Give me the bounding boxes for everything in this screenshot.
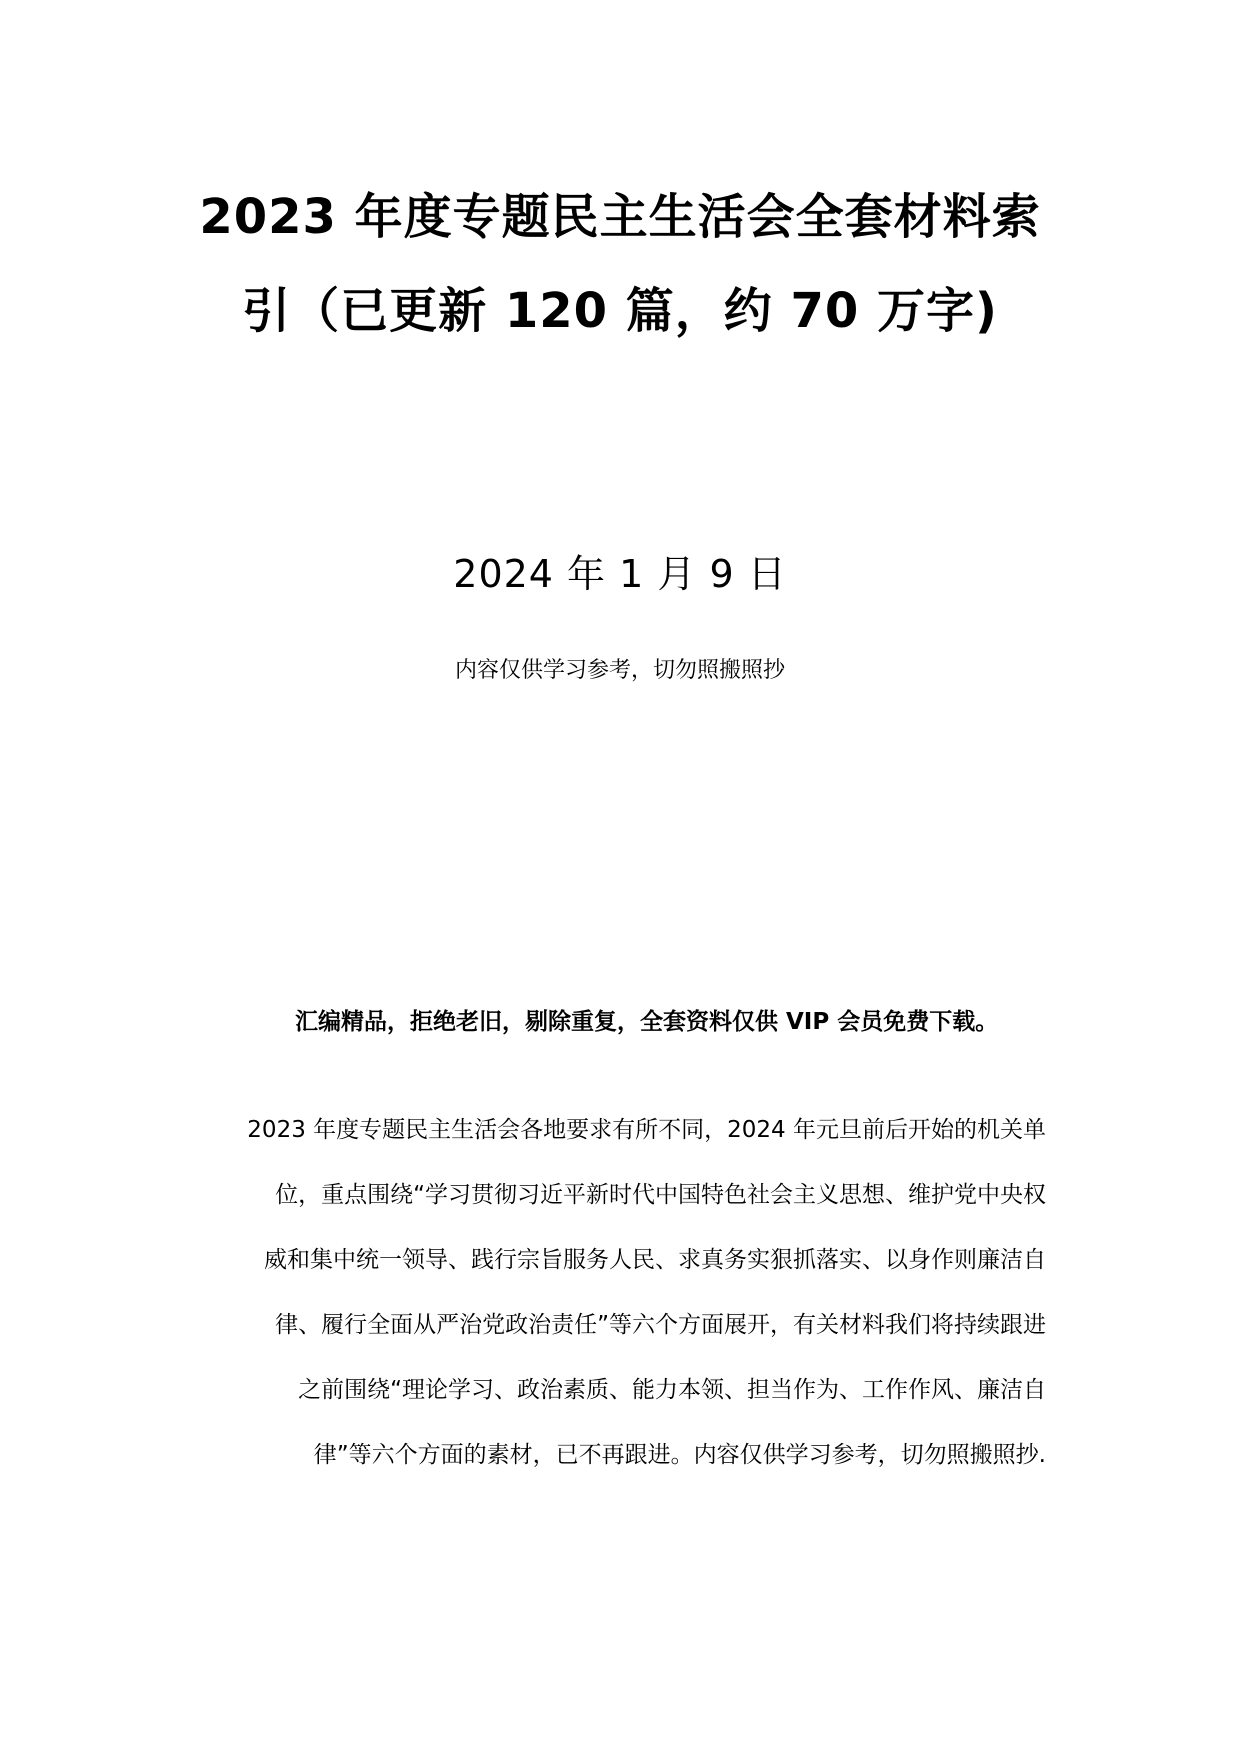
usage-notice: 内容仅供学习参考，切勿照搬照抄 — [454, 658, 785, 683]
title-line-2: 引（已更新 120 篇，约 70 万字) — [242, 283, 998, 339]
document-date: 2024 年 1 月 9 日 — [453, 552, 787, 596]
paragraph-line-5: 之前围绕“理论学习、政治素质、能力本领、担当作为、工作作风、廉洁自 — [298, 1377, 1046, 1403]
document-title — [180, 170, 1060, 358]
paragraph-line-4: 律、履行全面从严治党政治责任”等六个方面展开，有关材料我们将持续跟进 — [275, 1312, 1046, 1338]
title-line-1: 2023 年度专题民主生活会全套材料索 — [199, 189, 1041, 245]
paragraph-line-6: 律”等六个方面的素材，已不再跟进。内容仅供学习参考，切勿照搬照抄. — [313, 1442, 1046, 1468]
paragraph-line-2: 位，重点围绕“学习贯彻习近平新时代中国特色社会主义思想、维护党中央权 — [275, 1182, 1046, 1208]
intro-paragraph — [166, 1098, 1046, 1488]
paragraph-line-3: 威和集中统一领导、践行宗旨服务人民、求真务实狠抓落实、以身作则廉洁自 — [264, 1247, 1046, 1273]
highlight-statement: 汇编精品，拒绝老旧，剔除重复，全套资料仅供 VIP 会员免费下载。 — [295, 1009, 999, 1035]
paragraph-line-1: 2023 年度专题民主生活会各地要求有所不同，2024 年元旦前后开始的机关单 — [247, 1117, 1046, 1143]
